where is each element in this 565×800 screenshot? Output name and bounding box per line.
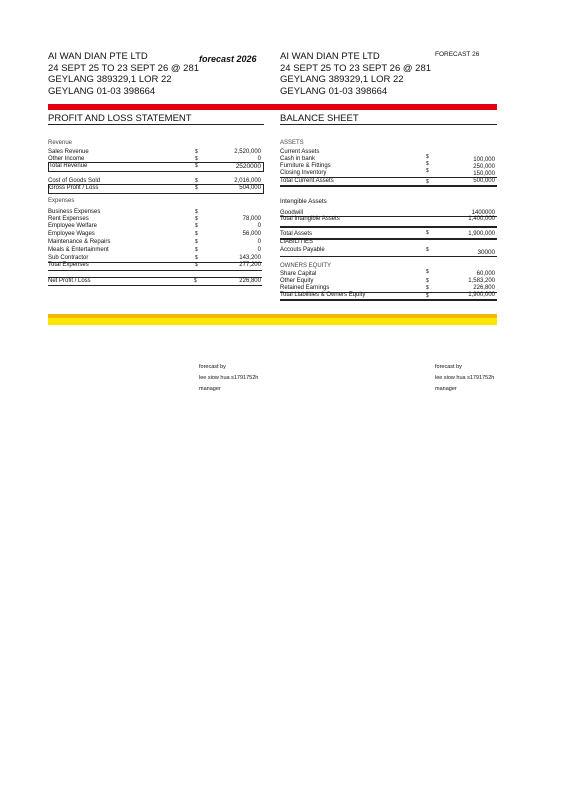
pl-row-other-income: Other Income $ 0 (48, 156, 261, 162)
bs-equity-heading: OWNERS EQUITY (280, 263, 332, 269)
bs-row-furniture: Furniture & Fittings $ 250,000 (280, 161, 495, 170)
period-address: 24 SEPT 25 TO 23 SEPT 26 @ 281 (280, 62, 432, 74)
divider (280, 299, 497, 301)
bs-row-inventory: Closing Inventory $ 150,000 (280, 168, 495, 177)
pl-row-total-expenses: Total Expenses $ 277,200 (48, 262, 261, 268)
yellow-band (48, 318, 497, 325)
bs-row-goodwill: Goodwill 1400000 (280, 210, 495, 216)
bs-liabilities-heading: LIABILITIES (280, 239, 314, 245)
divider (280, 124, 497, 125)
preparer-name: lee siow hua s1791752h (199, 375, 259, 381)
pl-row-wages: Employee Wages $ 56,000 (48, 231, 261, 237)
forecast-by-label: forecast by (199, 364, 226, 370)
address-line: GEYLANG 01-03 398664 (48, 85, 156, 97)
bs-row-total-assets: Total Assets $ 1,900,000 (280, 230, 495, 237)
preparer-title: manager (199, 386, 221, 392)
forecast-tag: FORECAST 26 (435, 51, 480, 58)
red-band (48, 104, 497, 110)
address-line: GEYLANG 01-03 398664 (280, 85, 388, 97)
pl-row-rent: Rent Expenses $ 78,000 (48, 216, 261, 222)
signature-left (199, 362, 258, 395)
divider (280, 256, 497, 257)
header-left (48, 51, 199, 97)
pl-title: PROFIT AND LOSS STATEMENT (48, 113, 192, 124)
preparer-name: lee siow hua s1791752h (435, 375, 495, 381)
address-line: GEYLANG 389329,1 LOR 22 (48, 74, 172, 85)
bs-row-total-liab-equity: Total Liabilities & Owners Equity $ 1,900,000 (280, 292, 495, 299)
divider (48, 270, 262, 271)
pl-row-welfare: Employee Welfare $ 0 (48, 223, 261, 229)
period-address: 24 SEPT 25 TO 23 SEPT 26 @ 281 (48, 62, 200, 74)
bs-row-cash: Cash in bank $ 100,000 (280, 154, 495, 163)
pl-row-meals: Meals & Entertainment $ 0 (48, 247, 261, 253)
pl-expenses-heading: Expenses (48, 198, 75, 204)
bs-row-total-intangible: Total Intangible Assets 1,400,000 (280, 216, 495, 222)
pl-revenue-heading: Revenue (48, 140, 73, 146)
pl-row-business-expenses: Business Expenses $ (48, 209, 198, 215)
pl-row-net-profit: Net Profit / Loss $ 226,800 (48, 278, 261, 284)
company-name: AI WAN DIAN PTE LTD (48, 51, 148, 62)
forecast-by-label: forecast by (435, 364, 462, 370)
signature-right (435, 362, 494, 395)
bs-current-assets-heading: Current Assets (280, 149, 320, 155)
bs-intangible-heading: Intengible Assets (280, 198, 327, 205)
pl-row-cogs: Cost of Goods Sold $ 2,016,000 (48, 178, 261, 184)
bs-row-retained-earnings: Retained Earnings $ 226,800 (280, 285, 495, 291)
pl-row-maintenance: Maintenance & Repairs $ 0 (48, 239, 261, 245)
preparer-title: manager (435, 386, 457, 392)
divider (48, 285, 262, 286)
bs-row-total-current: Total Current Assets $ 500,000 (280, 178, 495, 185)
pl-row-total-revenue: Total Revenue $ 2520000 (49, 163, 261, 170)
address-line: GEYLANG 389329,1 LOR 22 (280, 74, 404, 85)
divider (280, 185, 497, 187)
divider (280, 226, 497, 228)
company-name: AI WAN DIAN PTE LTD (280, 51, 380, 62)
divider (48, 124, 264, 125)
forecast-badge: forecast 2026 (199, 54, 257, 64)
bs-row-other-equity: Other Equity $ 1,583,200 (280, 278, 495, 284)
pl-row-subcontractor: Sub Contractor $ 143,200 (48, 255, 261, 261)
bs-row-accounts-payable: Accouts Payable $ 30000 (280, 247, 495, 256)
bs-assets-heading: ASSETS (280, 140, 304, 146)
header-right (280, 51, 431, 97)
pl-row-sales: Sales Revenue $ 2,520,000 (48, 149, 261, 155)
bs-title: BALANCE SHEET (280, 113, 359, 124)
bs-row-share-capital: Share Capital $ 60,000 (280, 269, 495, 277)
pl-row-gross-profit: Gross Profit / Loss $ 504,000 (49, 185, 261, 191)
